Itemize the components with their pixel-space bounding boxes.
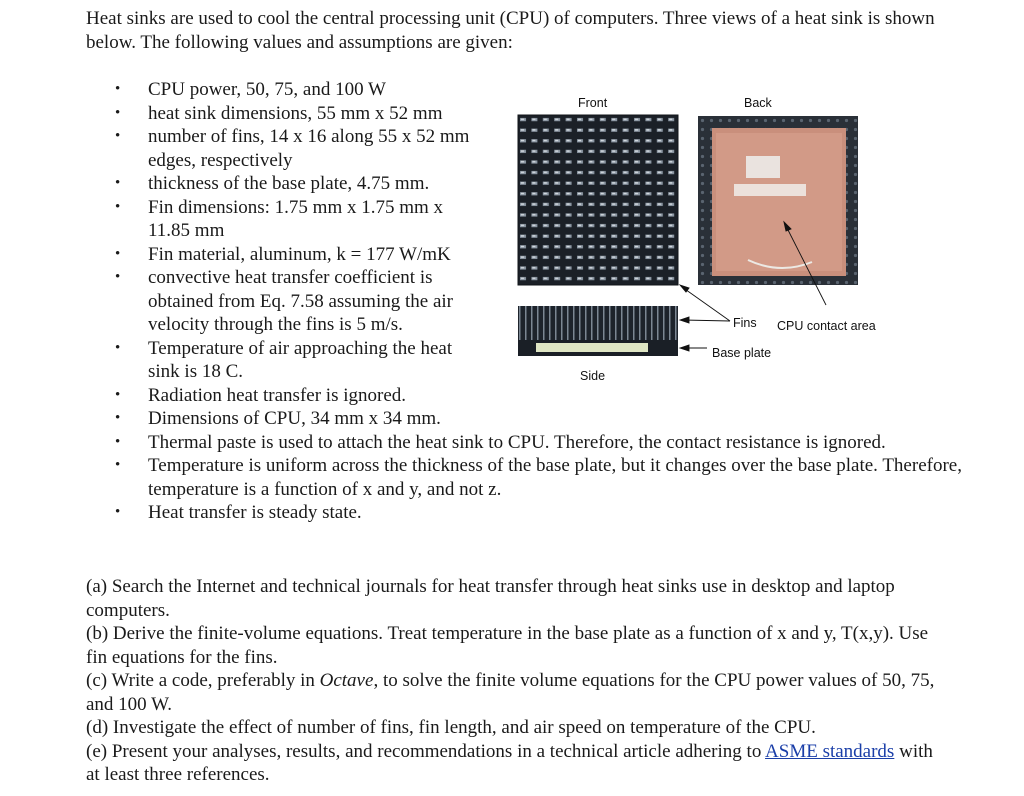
- task-c-text-end: , to solve the finite volume equations for the CPU power values of 50, 75, and 100 W.: [86, 670, 935, 715]
- front-view-label: Front: [578, 96, 608, 110]
- list-item: • Thermal paste is used to attach the heat sink to CPU. Therefore, the contact resistance is ignored.: [86, 431, 938, 455]
- base-plate-label: Base plate: [712, 346, 772, 360]
- task-c: [86, 669, 936, 716]
- task-b: (b) Derive the finite-volume equations. Treat temperature in the base plate as a function of x and y, T(x,y). Use fin equations for the fins.: [86, 623, 929, 668]
- asme-standards-link[interactable]: ASME standards: [765, 740, 895, 762]
- task-e-text: (e) Present your analyses, results, and recommendations in a technical article adhering to: [86, 740, 766, 762]
- list-item: • number of fins, 14 x 16 along 55 x 52 mm edges, respectively: [86, 125, 473, 172]
- octave-italic: Octave: [319, 670, 374, 691]
- task-c-text: (c) Write a code, preferably in: [86, 670, 320, 691]
- list-item: • Heat transfer is steady state.: [86, 501, 948, 525]
- list-item: • Temperature is uniform across the thickness of the base plate, but it changes over the base plate. Therefore, temperature is a function of x and y, and not z.: [86, 454, 1008, 501]
- list-item: • convective heat transfer coefficient is obtained from Eq. 7.58 assuming the air velocity through the fins is 5 m/s.: [86, 266, 488, 337]
- list-item: • heat sink dimensions, 55 mm x 52 mm: [86, 102, 488, 126]
- assumption-list: [86, 78, 962, 525]
- fins-label: Fins: [733, 316, 757, 330]
- intro-paragraph: Heat sinks are used to cool the central processing unit (CPU) of computers. Three views of a heat sink is shown below. The following values and assumptions are given:: [86, 8, 935, 53]
- side-view-label: Side: [580, 369, 606, 383]
- cpu-contact-area-label: CPU contact area: [777, 319, 876, 333]
- task-a: (a) Search the Internet and technical journals for heat transfer through heat sinks use in desktop and laptop computers.: [86, 576, 895, 621]
- list-item: • Fin dimensions: 1.75 mm x 1.75 mm x 11.85 mm: [86, 196, 473, 243]
- back-view-label: Back: [744, 96, 772, 110]
- list-item: • Temperature of air approaching the heat sink is 18 C.: [86, 337, 488, 384]
- task-list: [86, 575, 936, 787]
- list-item: • CPU power, 50, 75, and 100 W: [86, 78, 488, 102]
- list-item: • Fin material, aluminum, k = 177 W/mK: [86, 243, 488, 267]
- list-item: • thickness of the base plate, 4.75 mm.: [86, 172, 488, 196]
- task-e: [86, 740, 936, 787]
- task-e-text-end: with at least three references.: [86, 740, 933, 785]
- list-item: • Radiation heat transfer is ignored.: [86, 384, 948, 408]
- task-d: (d) Investigate the effect of number of fins, fin length, and air speed on temperature of the CPU.: [86, 717, 816, 738]
- list-item: • Dimensions of CPU, 34 mm x 34 mm.: [86, 407, 948, 431]
